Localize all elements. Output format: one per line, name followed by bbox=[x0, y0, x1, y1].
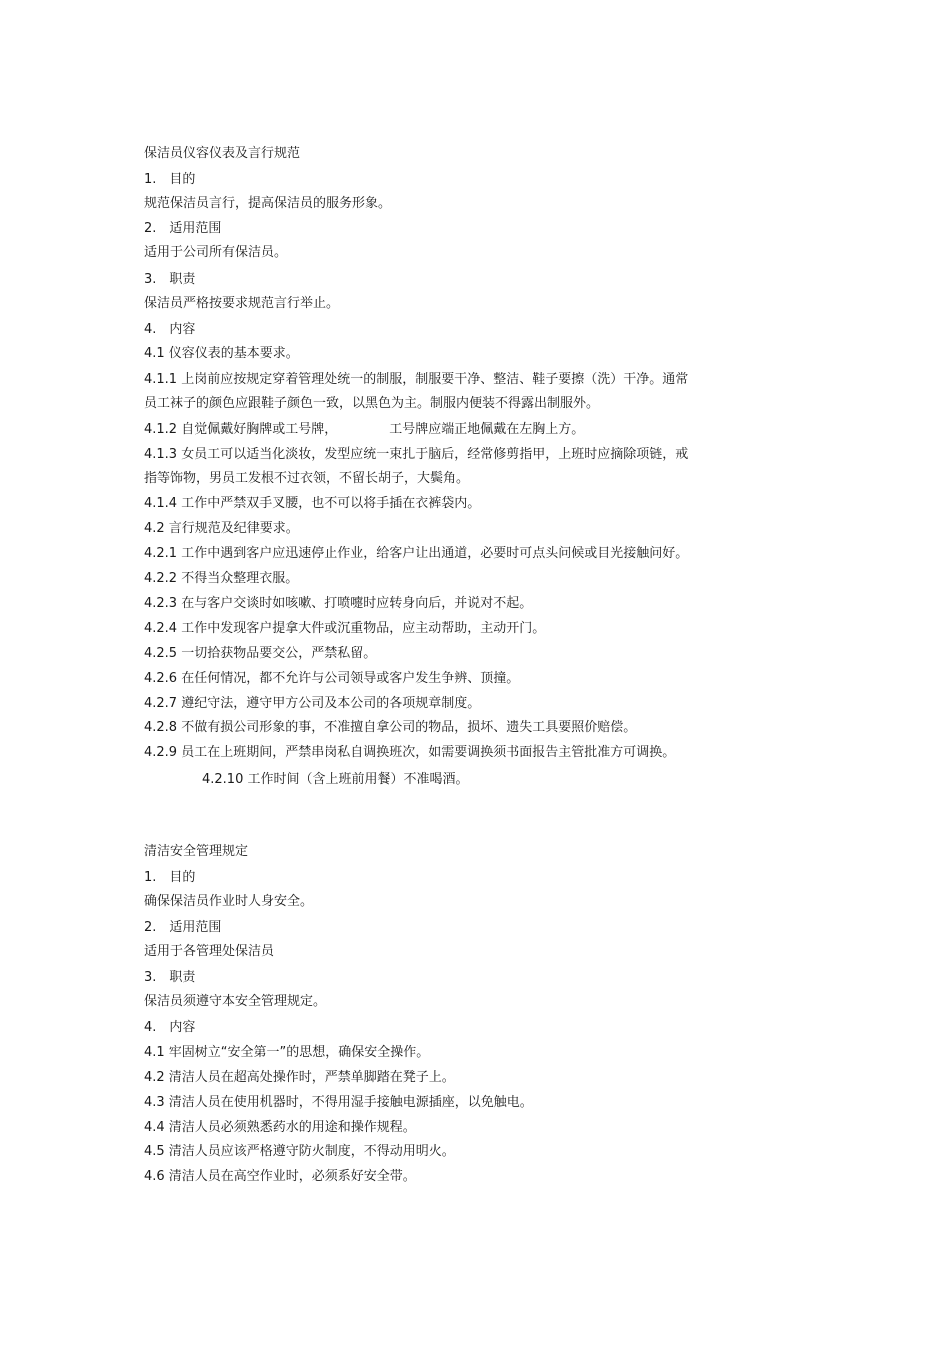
section1-item-4-2-1: 4.2.1 工作中遇到客户应迅速停止作业，给客户让出通道，必要时可点头问候或目光接触问好。 bbox=[144, 546, 689, 561]
section1-item-4-2-5: 4.2.5 一切拾获物品要交公，严禁私留。 bbox=[144, 646, 377, 661]
section1-item-4-1-3-line1: 4.1.3 女员工可以适当化淡妆，发型应统一束扎于脑后，经常修剪指甲，上班时应摘除项链，戒 bbox=[144, 447, 689, 462]
section1-item-4-1: 4.1 仪容仪表的基本要求。 bbox=[144, 346, 299, 361]
section1-heading-content: 4. 内容 bbox=[144, 322, 196, 337]
section1-item-4-2-6: 4.2.6 在任何情况，都不允许与公司领导或客户发生争辨、顶撞。 bbox=[144, 671, 520, 686]
section1-item-4-1-2 bbox=[144, 422, 584, 438]
section2-heading-scope: 2. 适用范围 bbox=[144, 920, 222, 935]
section1-item-4-2: 4.2 言行规范及纪律要求。 bbox=[144, 521, 299, 536]
section2-item-4-3: 4.3 清洁人员在使用机器时，不得用湿手接触电源插座，以免触电。 bbox=[144, 1095, 533, 1110]
section1-item-4-2-10: 4.2.10 工作时间（含上班前用餐）不准喝酒。 bbox=[202, 772, 469, 787]
section1-item-4-2-9: 4.2.9 员工在上班期间，严禁串岗私自调换班次，如需要调换须书面报告主管批准方可调换。 bbox=[144, 745, 676, 760]
section2-purpose-text: 确保保洁员作业时人身安全。 bbox=[144, 894, 314, 909]
section2-item-4-5: 4.5 清洁人员应该严格遵守防火制度，不得动用明火。 bbox=[144, 1144, 455, 1159]
section1-item-4-1-1-line1: 4.1.1 上岗前应按规定穿着管理处统一的制服，制服要干净、整洁、鞋子要擦（洗）干净。通常 bbox=[144, 372, 689, 387]
section1-item-4-2-8: 4.2.8 不做有损公司形象的事，不准擅自拿公司的物品，损坏、遗失工具要照价赔偿。 bbox=[144, 720, 637, 735]
section2-item-4-1: 4.1 牢固树立“安全第一”的思想，确保安全操作。 bbox=[144, 1045, 430, 1060]
section2-title: 清洁安全管理规定 bbox=[144, 844, 249, 859]
section2-item-4-4: 4.4 清洁人员必须熟悉药水的用途和操作规程。 bbox=[144, 1120, 416, 1135]
section1-item-4-1-2-part2: 工号牌应端正地佩戴在左胸上方。 bbox=[389, 422, 585, 437]
section1-item-4-1-2-part1: 4.1.2 自觉佩戴好胸牌或工号牌， bbox=[144, 422, 338, 437]
section1-item-4-2-4: 4.2.4 工作中发现客户提拿大件或沉重物品，应主动帮助，主动开门。 bbox=[144, 621, 546, 636]
section2-scope-text: 适用于各管理处保洁员 bbox=[144, 944, 275, 959]
section1-scope-text: 适用于公司所有保洁员。 bbox=[144, 245, 288, 260]
section1-item-4-1-3-line2: 指等饰物，男员工发根不过衣领，不留长胡子，大鬓角。 bbox=[144, 471, 470, 486]
section2-item-4-6: 4.6 清洁人员在高空作业时，必须系好安全带。 bbox=[144, 1169, 416, 1184]
section1-item-4-2-2: 4.2.2 不得当众整理衣服。 bbox=[144, 571, 299, 586]
section2-heading-purpose: 1. 目的 bbox=[144, 870, 196, 885]
section1-duty-text: 保洁员严格按要求规范言行举止。 bbox=[144, 296, 340, 311]
section1-item-4-2-3: 4.2.3 在与客户交谈时如咳嗽、打喷嚏时应转身向后，并说对不起。 bbox=[144, 596, 533, 611]
section2-heading-duty: 3. 职责 bbox=[144, 970, 196, 985]
section1-item-4-1-4: 4.1.4 工作中严禁双手叉腰，也不可以将手插在衣裤袋内。 bbox=[144, 496, 481, 511]
section1-purpose-text: 规范保洁员言行，提高保洁员的服务形象。 bbox=[144, 196, 392, 211]
section1-item-4-2-7: 4.2.7 遵纪守法，遵守甲方公司及本公司的各项规章制度。 bbox=[144, 696, 481, 711]
section2-duty-text: 保洁员须遵守本安全管理规定。 bbox=[144, 994, 327, 1009]
section1-heading-purpose: 1. 目的 bbox=[144, 172, 196, 187]
section2-item-4-2: 4.2 清洁人员在超高处操作时，严禁单脚踏在凳子上。 bbox=[144, 1070, 455, 1085]
section1-heading-duty: 3. 职责 bbox=[144, 272, 196, 287]
section1-heading-scope: 2. 适用范围 bbox=[144, 221, 222, 236]
section2-heading-content: 4. 内容 bbox=[144, 1020, 196, 1035]
section1-title: 保洁员仪容仪表及言行规范 bbox=[144, 146, 301, 161]
section1-item-4-1-1-line2: 员工袜子的颜色应跟鞋子颜色一致，以黑色为主。制服内便装不得露出制服外。 bbox=[144, 396, 600, 411]
